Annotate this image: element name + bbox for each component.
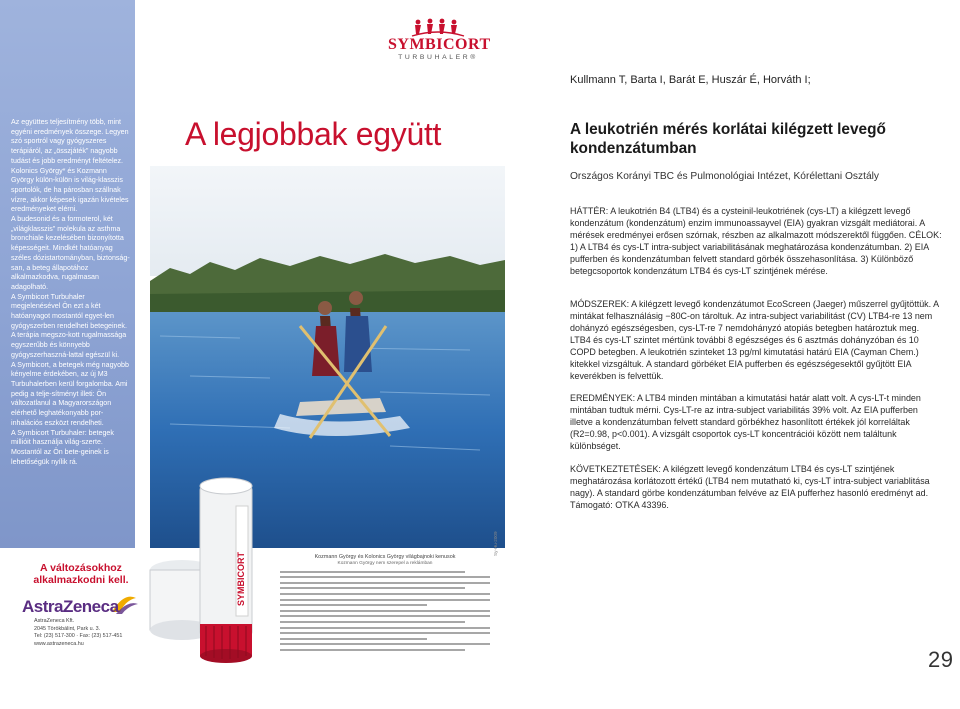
fineprint-line [280, 587, 465, 589]
ad-sidebar-paragraph: A Symbicort, a betegek még nagyobb kényelme érdekében, az új M3 Turbuhalerben kerül forgalomba. Ami pedig a telje-sítményt illeti: Ön változatlanul a Magyarországon elérhető leghatékonyabb por-inhalációs eszközt rendelheti. [11, 360, 129, 427]
fineprint-line [280, 621, 465, 623]
address-line: www.astrazeneca.hu [34, 640, 84, 647]
brand-subtitle: TURBUHALER® [398, 54, 478, 61]
fineprint-line [280, 571, 465, 573]
fineprint-line [280, 632, 490, 634]
inhaler-image [140, 466, 280, 666]
ad-sidebar-text [11, 118, 131, 467]
ad-sidebar-paragraph: A Symbicort Turbuhaler megjelenésével Ön ezt a két hatóanyagot mostantól egyet-len gyógyszerben rendelheti betegeinek. A terápia megszo-kott rugalmassága egyszerűbb és könnyebb gyógyszerhaszná-lattal egészül ki. [11, 292, 127, 359]
ad-side-code: Sy-Hu-2009 [493, 531, 498, 556]
abstract-conclusions: KÖVETKEZTETÉSEK: A kilégzett levegő kondenzátum LTB4 és cys-LT szintjének meghatározása korlátozott értékű (LTB4 nem mutatható ki, cys-LT intra-subject variablitása nagy). A standard görbe kondenzátumban felvéve az EIA pufferhez hasonló eredményt ad. Támogató: OTKA 43396. [570, 464, 930, 510]
ad-fineprint [280, 554, 490, 651]
fineprint-heading: Kozmann György és Kolonics György világbajnoki kenusok [314, 554, 456, 560]
ad-headline: A legjobbak együtt [185, 116, 442, 152]
company-name: AstraZeneca [22, 597, 119, 616]
ad-sidebar-paragraph: A budesonid és a formoterol, két „világklasszis" molekula az asthma bronchiale kezelésében bizonyította képességeit. Mindkét hatóanyag széles dózistartományban, biztonság-san, a beteg állapotához alkalmazkodva, rugalmasan adagolható. [11, 215, 130, 291]
figures-logo-icon [408, 16, 468, 38]
ad-sidebar [0, 0, 135, 548]
fineprint-line [280, 649, 465, 651]
article-institution: Országos Korányi TBC és Pulmonológiai Intézet, Kórélettani Osztály [570, 171, 879, 182]
article-page [510, 0, 960, 709]
abstract-results: EREDMÉNYEK: A LTB4 minden mintában a kimutatási határ alatt volt. A cys-LT-t minden mintában tudtuk mérni. Cys-LT-re az intra-subject variabilitás 39% volt. Az EIA pufferben illetve a kondenzátumban felvett standard görbékhez hasonlított értékek jól korreláltak (R2=0.98, p<0.001). A vizsgált csoportok cys-LT koncentrációi között nem találtunk különbséget. [570, 393, 921, 451]
fineprint-line [280, 599, 490, 601]
ad-sidebar-paragraph: A Symbicort Turbuhaler: betegek millióit használja világ-szerte. Mostantól az Ön bete-geinek is lehetőségük nyílik rá. [11, 428, 114, 466]
abstract-background: HÁTTÉR: A leukotrién B4 (LTB4) és a cysteinil-leukotriének (cys-LT) a kilégzett levegő kondenzátum (kondenzátum) enzim immunoassayvel (EIA) gyakran vizsgált mediátorai. A mérések eredményei erősen szórnak, részben az alkalmazott módszerektől függően. CÉLOK: 1) A LTB4 és cys-LT intra-subject variabilitásának meghatározása kondenzátumban. 2) EIA pufferben és kondenzátumban felvett standard görbék összehasonlítása. 3) Különböző betegcsoportok kondenzátum LTB4 és cys-LT szintjének mérése. [570, 206, 942, 276]
fineprint-line [280, 610, 490, 612]
page-number: 29 [928, 647, 954, 672]
ad-sidebar-paragraph: Az együttes teljesítmény több, mint egyéni eredmények összege. Legyen szó sportról vagy gyógyszeres terápiáról, az „összjáték" nagyobb tudást és jobb eredményt feltételez. Kolonics György* és Kozmann György külön-külön is világ-klasszis sportolók, de ha párosban szállnak vízre, akkor képesek igazán kivételes eredményeket elérni. [11, 118, 129, 214]
brand-name: SYMBICORT [388, 36, 491, 53]
fineprint-line [280, 582, 490, 584]
address-line: Tel: (23) 517-300 · Fax: (23) 517-451 [34, 633, 123, 640]
fineprint-line [280, 638, 427, 640]
fineprint-subheading: Kozmann György nem szerepel a reklámban [337, 561, 433, 566]
abstract-methods: MÓDSZEREK: A kilégzett levegő kondenzátumot EcoScreen (Jaeger) műszerrel gyűjtöttük. A mintákat felhasználásig −80C-on tároltuk. Az intra-subject variabilitást (CV) LTB4-re 13 nem dohányzó egészségesben, cys-LT-re 7 nemdohányzó atopiás betegben határoztuk meg. LTB4 és cys-LT szintet mértünk további 8 egészséges és 6 asztmás dohányzóban és 10 COPD betegben. A leukotrién szinteket 13 pg/ml kimutatási határú EIA (Cayman Chem.) kitekkel vizsgáltuk. A standard görbéket EIA pufferben és egészségesektől gyűjtött EIA keverékben is felvettük. [570, 299, 939, 381]
fineprint-line [280, 576, 490, 578]
svg-text:SYMBICORT: SYMBICORT [236, 552, 246, 606]
fineprint-line [280, 627, 490, 629]
fineprint-line [280, 593, 490, 595]
article-authors: Kullmann T, Barta I, Barát E, Huszár É, Horváth I; [570, 74, 811, 86]
ad-tagline: A változásokhoz alkalmazkodni kell. [33, 562, 129, 586]
address-line: AstraZeneca Kft. [34, 618, 75, 624]
fineprint-line [280, 615, 490, 617]
article-title: A leukotrién mérés korlátai kilégzett levegő kondenzátumban [570, 121, 886, 157]
company-address [34, 618, 144, 648]
address-line: 2045 Törökbálint, Park u. 3. [34, 625, 101, 632]
symbicort-logo [388, 16, 491, 76]
fineprint-line [280, 643, 490, 645]
fineprint-line [280, 604, 427, 606]
